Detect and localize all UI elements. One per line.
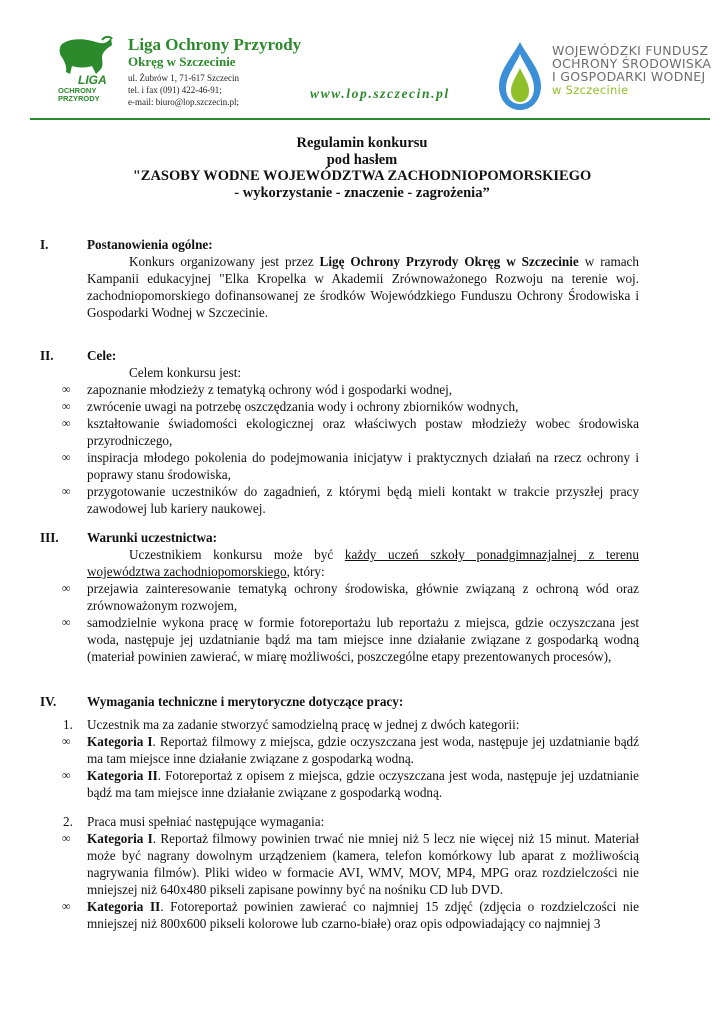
title-line-3: "ZASOBY WODNE WOJEWÓDZTWA ZACHODNIOPOMORSKIEGO: [132, 168, 592, 184]
list-item: ∞ Kategoria II. Fotoreportaż z opisem z miejsca, gdzie oczyszczana jest woda, następuje jej uzdatnianie bądź ma tam miejsce inne działanie związane z gospodarką wodną.: [62, 768, 639, 800]
numbered-item-1: 1. Uczestnik ma za zadanie stworzyć samodzielną pracę w jednej z dwóch kategorii:: [63, 717, 520, 732]
infinity-bullet-icon: ∞: [62, 768, 71, 782]
svg-text:PRZYRODY: PRZYRODY: [58, 94, 100, 102]
section-3-heading: Warunki uczestnictwa:: [87, 530, 218, 545]
eligibility-underlined: każdy uczeń szkoły ponadgimnazjalnej z terenu województwa zachodniopomorskiego: [87, 547, 639, 579]
infinity-bullet-icon: ∞: [62, 734, 71, 748]
title-line-1: Regulamin konkursu: [296, 135, 428, 151]
fund-line-4: w Szczecinie: [552, 82, 629, 97]
infinity-bullet-icon: ∞: [62, 899, 71, 913]
infinity-bullet-icon: ∞: [62, 399, 71, 413]
org-branch: Okręg w Szczecinie: [128, 54, 236, 69]
svg-text:LIGA: LIGA: [78, 73, 107, 87]
list-item: ∞ Kategoria I. Reportaż filmowy powinien trwać nie mniej niż 5 lecz nie więcej niż 15 minut. Materiał może być nagrany dowolnym urządzeniem (kamera, telefon komórkowy lub aparat z możliwością nagrywania filmów). Pliki wideo w formacie AVI, WMV, MOV, MP4, MPG oraz rozdzielczości nie mniejszej niż 640x480 pikseli zapisane powinny być na nośniku CD lub DVD.: [62, 831, 639, 897]
infinity-bullet-icon: ∞: [62, 382, 71, 396]
fund-line-3: I GOSPODARKI WODNEJ: [552, 69, 706, 85]
infinity-bullet-icon: ∞: [62, 484, 71, 498]
title-line-4: - wykorzystanie - znaczenie - zagrożenia”: [234, 184, 490, 201]
website-link[interactable]: www.lop.szczecin.pl: [310, 86, 450, 101]
section-1-number: I.: [40, 237, 49, 252]
organizer-name: Ligę Ochrony Przyrody Okręg w Szczecinie: [319, 254, 579, 269]
list-item: ∞ Kategoria II. Fotoreportaż powinien zawierać co najmniej 15 zdjęć (zdjęcia o rozdzielczości nie mniejszej niż 800x600 pikseli kolorowe lub czarno-białe) oraz opis odpowiadający co najmniej 3: [62, 899, 639, 931]
svg-text:OCHRONY: OCHRONY: [58, 86, 97, 95]
section-4-heading: Wymagania techniczne i merytoryczne dotyczące pracy:: [87, 694, 404, 709]
header-divider: [30, 118, 710, 120]
fund-line-2: OCHRONY ŚRODOWISKA: [552, 56, 712, 72]
infinity-bullet-icon: ∞: [62, 615, 71, 629]
fund-line-1: WOJEWÓDZKI FUNDUSZ: [552, 43, 709, 58]
document-title: [0, 135, 724, 201]
list-item: ∞ zapoznanie młodzieży z tematyką ochrony wód i gospodarki wodnej,: [62, 382, 453, 397]
section-1-heading: Postanowienia ogólne:: [87, 237, 213, 252]
title-line-2: pod hasłem: [326, 151, 398, 168]
infinity-bullet-icon: ∞: [62, 450, 71, 464]
list-item: ∞ inspiracja młodego pokolenia do podejmowania inicjatyw i praktycznych działań na rzecz ochrony i poprawy stanu środowiska,: [62, 450, 639, 482]
section-2-intro: Celem konkursu jest:: [129, 365, 242, 380]
infinity-bullet-icon: ∞: [62, 581, 71, 595]
fund-name: [552, 44, 711, 97]
infinity-bullet-icon: ∞: [62, 831, 71, 845]
list-item: ∞ samodzielnie wykona pracę w formie fotoreportażu lub reportażu z miejsca, gdzie oczyszczana jest woda, następuje jej uzdatnianie bądź ma tam miejsce inne działanie związane z gospodarką wodną (materiał powinien zawierać, w miarę możliwości, poszczególne etapy prezentowanych procesów),: [62, 615, 639, 664]
section-3-paragraph: Uczestnikiem konkursu może być każdy uczeń szkoły ponadgimnazjalnej z terenu województwa zachodniopomorskiego, który:: [87, 547, 639, 579]
section-1-paragraph: Konkurs organizowany jest przez Ligę Ochrony Przyrody Okręg w Szczecinie w ramach Kampanii edukacyjnej "Elka Kropelka w Akademii Zrównoważonego Rozwoju na terenie woj. zachodniopomorskiego dofinansowanej ze środków Wojewódzkiego Funduszu Ochrony Środowiska i Gospodarki Wodnej w Szczecinie.: [87, 254, 639, 320]
infinity-bullet-icon: ∞: [62, 416, 71, 430]
section-4-number: IV.: [40, 694, 57, 709]
org-name: Liga Ochrony Przyrody: [128, 35, 302, 54]
list-item: ∞ kształtowanie świadomości ekologicznej oraz właściwych postaw młodzieży wobec środowiska przyrodniczego,: [62, 416, 639, 448]
org-phone: tel. i fax (091) 422-46-91;: [128, 85, 222, 95]
list-item: ∞ zwrócenie uwagi na potrzebę oszczędzania wody i ochrony zbiorników wodnych,: [62, 399, 519, 414]
list-item: ∞ przygotowanie uczestników do zagadnień, z którymi będą mieli kontakt w trakcie przyszłej pracy zawodowej lub kariery naukowej.: [62, 484, 639, 516]
liga-ochrony-przyrody-logo: [56, 36, 114, 102]
org-email: e-mail: biuro@lop.szczecin.pl;: [128, 97, 240, 107]
section-2-heading: Cele:: [87, 348, 117, 363]
list-item: ∞ Kategoria I. Reportaż filmowy z miejsca, gdzie oczyszczana jest woda, następuje jej uzdatnianie bądź ma tam miejsce inne działanie związane z gospodarką wodną.: [62, 734, 639, 766]
water-drop-logo: [495, 40, 545, 112]
organization-info: [128, 35, 301, 108]
list-item: ∞ przejawia zainteresowanie tematyką ochrony środowiska, głównie związaną z ochroną wód oraz zrównoważonym rozwojem,: [62, 581, 639, 613]
org-address: ul. Żubrów 1, 71-617 Szczecin: [128, 73, 239, 83]
section-3-number: III.: [40, 530, 59, 545]
numbered-item-2: 2. Praca musi spełniać następujące wymagania:: [63, 814, 325, 829]
section-2-number: II.: [40, 348, 54, 363]
